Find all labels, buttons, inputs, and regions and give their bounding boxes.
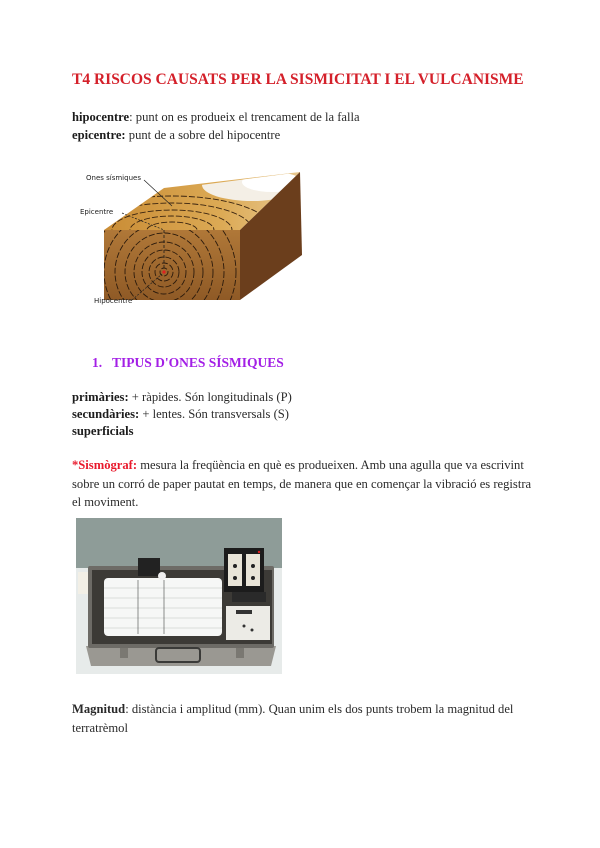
magnitude-paragraph <box>72 700 542 737</box>
magnitude-text: : distància i amplitud (mm). Quan unim els dos punts trobem la magnitud del terratrèmol <box>72 702 514 735</box>
wave-description: + lentes. Són transversals (S) <box>139 407 289 421</box>
wave-term: primàries: <box>72 390 129 404</box>
wave-type-surface <box>72 422 134 441</box>
definition-hypocenter <box>72 108 360 127</box>
definition-epicenter <box>72 126 280 145</box>
wave-term: secundàries: <box>72 407 140 421</box>
block-front-face <box>104 230 240 300</box>
seismograph-photo <box>76 518 282 674</box>
definition-text: punt on es produeix el trencament de la falla <box>135 110 360 124</box>
seismograph-text: mesura la freqüència en què es produeixen. Amb una agulla que va escrivint sobre un corró de paper pautat en temps, de manera que en començar la vibració es registra el moviment. <box>72 458 532 509</box>
label-hypocenter: Hipocentre <box>94 297 133 305</box>
section-title: TIPUS D'ONES SÍSMIQUES <box>112 355 284 370</box>
label-epicenter: Epicentre <box>80 208 114 216</box>
earthquake-diagram <box>72 160 312 310</box>
wave-description: + ràpides. Són longitudinals (P) <box>128 390 292 404</box>
seismograph-term: *Sismògraf: <box>72 458 138 472</box>
label-seismic-waves: Ones sísmiques <box>86 174 141 182</box>
wave-term: superficials <box>72 424 134 438</box>
definition-term: epicentre: <box>72 128 126 142</box>
magnitude-term: Magnitud <box>72 702 126 716</box>
page-title: T4 RISCOS CAUSATS PER LA SISMICITAT I EL VULCANISME <box>72 71 524 88</box>
earthquake-block-illustration <box>72 160 312 310</box>
seismograph-paragraph <box>72 456 542 512</box>
definition-term: hipocentre <box>72 110 130 124</box>
seismograph-image <box>76 518 282 674</box>
definition-separator: : <box>129 110 136 124</box>
definition-text: punt de a sobre del hipocentre <box>128 128 281 142</box>
section-number: 1. <box>92 355 103 370</box>
section-heading <box>92 355 284 371</box>
hypocenter-dot <box>162 270 165 273</box>
